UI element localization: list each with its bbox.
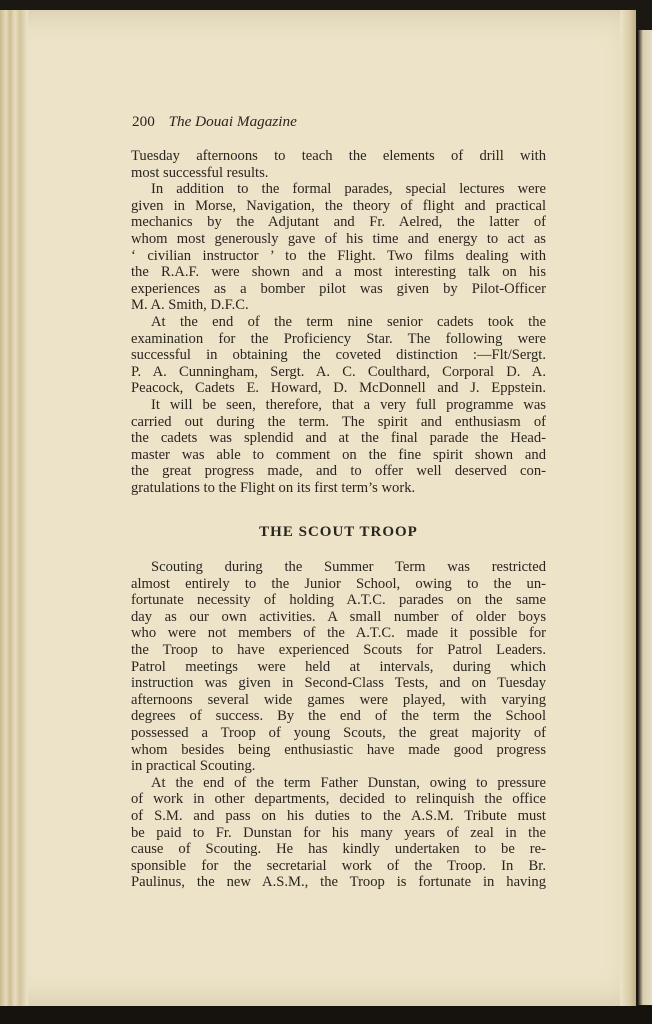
scan-border bbox=[0, 1006, 652, 1024]
text-line: Scouting during the Summer Term was restricted bbox=[151, 559, 546, 575]
text-line: of work in other departments, decided to relinquish the office bbox=[131, 791, 546, 808]
text-line: in practical Scouting. bbox=[131, 758, 256, 775]
text-line: of S.M. and pass on his duties to the A.S.M. Tribute must bbox=[131, 807, 546, 824]
text-line: At the end of the term nine senior cadets took the bbox=[151, 313, 546, 330]
text-line: master was able to comment on the fine spirit shown and bbox=[131, 446, 546, 463]
text-line: successful in obtaining the coveted distinction :—Flt/Sergt. bbox=[131, 347, 546, 364]
text-line: given in Morse, Navigation, the theory of flight and practical bbox=[131, 197, 546, 214]
section-heading: THE SCOUT TROOP bbox=[259, 524, 418, 540]
text-line: sponsible for the secretarial work of the Troop. In Br. bbox=[131, 857, 546, 874]
text-line: examination for the Proficiency Star. The following were bbox=[131, 330, 546, 347]
text-line: cause of Scouting. He has kindly undertaken to be re- bbox=[131, 841, 546, 858]
text-line: day as our own activities. A small number of older boys bbox=[131, 608, 546, 625]
text-line: ‘ civilian instructor ’ to the Flight. Two films dealing with bbox=[131, 247, 546, 264]
adjacent-page-edge bbox=[638, 30, 652, 1005]
text-line: Tuesday afternoons to teach the elements of drill with bbox=[131, 148, 546, 164]
text-line: whom besides being enthusiastic have made good progress bbox=[131, 741, 546, 758]
book-spine bbox=[0, 10, 28, 1006]
page-number: 200 bbox=[132, 113, 155, 130]
text-line: almost entirely to the Junior School, owing to the un- bbox=[131, 575, 546, 592]
text-line: the Troop to have experienced Scouts for Patrol Leaders. bbox=[131, 641, 546, 658]
atc-report-text bbox=[131, 148, 546, 496]
text-line: the cadets was splendid and at the final parade the Head- bbox=[131, 430, 546, 447]
text-line: be paid to Fr. Dunstan for his many years of zeal in the bbox=[131, 824, 546, 841]
text-line: Patrol meetings were held at intervals, during which bbox=[131, 658, 546, 675]
text-line: the R.A.F. were shown and a most interesting talk on his bbox=[131, 264, 546, 281]
scout-troop-text bbox=[131, 559, 546, 891]
text-line: It will be seen, therefore, that a very full programme was bbox=[151, 396, 546, 413]
text-line: who were not members of the A.T.C. made it possible for bbox=[131, 625, 546, 642]
page-edge bbox=[620, 10, 636, 1006]
text-line: carried out during the term. The spirit and enthusiasm of bbox=[131, 413, 546, 430]
text-line: fortunate necessity of holding A.T.C. parades on the same bbox=[131, 592, 546, 609]
text-line: instruction was given in Second-Class Tests, and on Tuesday bbox=[131, 675, 546, 692]
text-line: At the end of the term Father Dunstan, owing to pressure bbox=[151, 774, 546, 791]
text-line: Peacock, Cadets E. Howard, D. McDonnell and J. Eppstein. bbox=[131, 380, 546, 397]
text-line: most successful results. bbox=[131, 164, 269, 181]
text-line: afternoons several wide games were played, with varying bbox=[131, 691, 546, 708]
text-line: mechanics by the Adjutant and Fr. Aelred, the latter of bbox=[131, 214, 546, 231]
running-header bbox=[132, 113, 552, 131]
text-line: gratulations to the Flight on its first term’s work. bbox=[131, 479, 416, 496]
text-line: Paulinus, the new A.S.M., the Troop is fortunate in having bbox=[131, 874, 546, 891]
magazine-title: The Douai Magazine bbox=[168, 113, 297, 130]
text-line: degrees of success. By the end of the term the School bbox=[131, 708, 546, 725]
text-line: M. A. Smith, D.F.C. bbox=[131, 297, 249, 314]
text-line: whom most generously gave of his time and energy to act as bbox=[131, 230, 546, 247]
text-line: possessed a Troop of young Scouts, the great majority of bbox=[131, 724, 546, 741]
text-line: P. A. Cunningham, Sergt. A. C. Coulthard, Corporal D. A. bbox=[131, 363, 546, 380]
text-line: In addition to the formal parades, special lectures were bbox=[151, 181, 546, 198]
text-line: experiences as a bomber pilot was given by Pilot-Officer bbox=[131, 280, 546, 297]
text-line: the great progress made, and to offer well deserved con- bbox=[131, 463, 546, 480]
